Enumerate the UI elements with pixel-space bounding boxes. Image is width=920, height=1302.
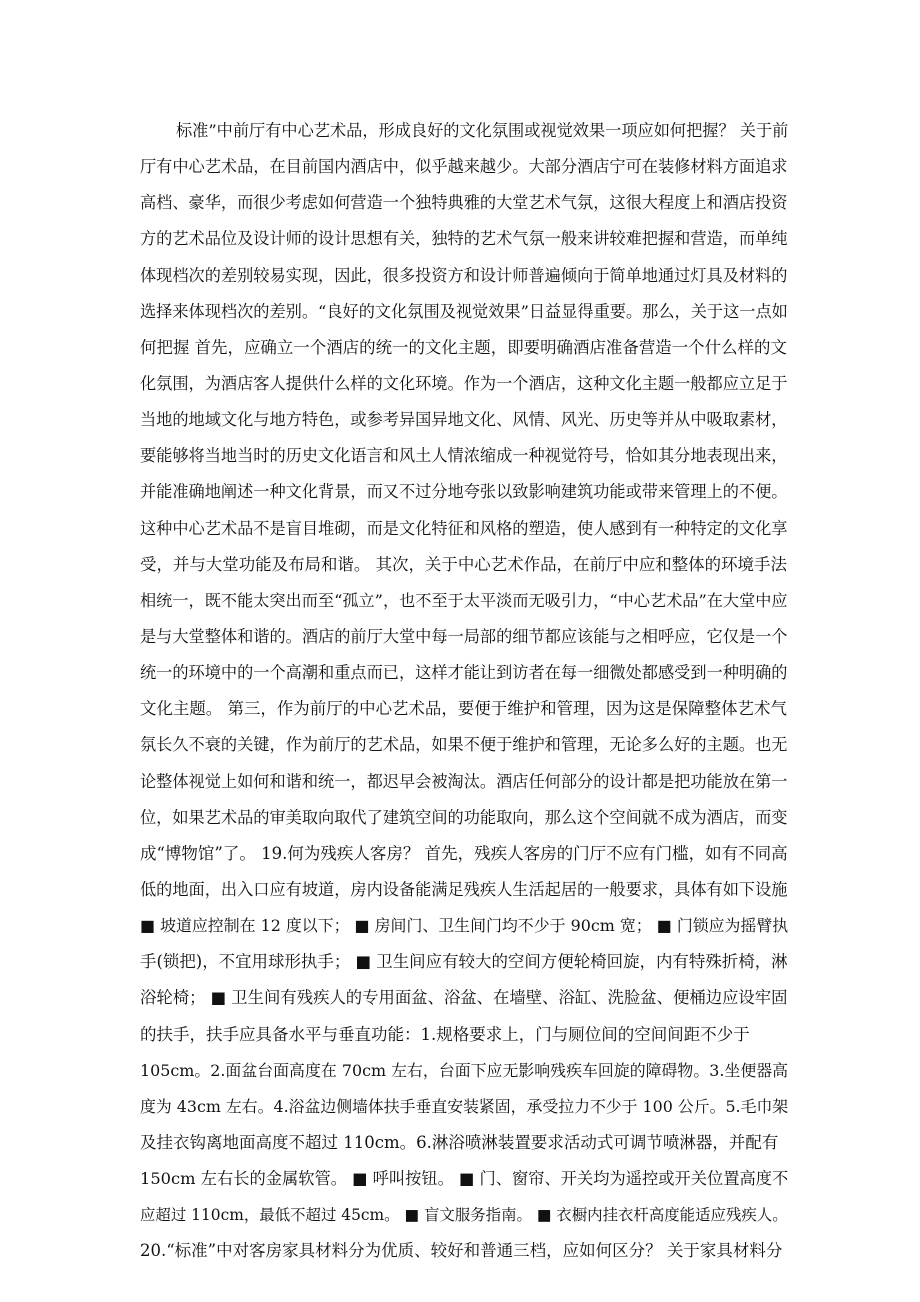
text-line: 位，如果艺术品的审美取向取代了建筑空间的功能取向，那么这个空间就不成为酒店，而变 bbox=[140, 807, 788, 827]
text-line: 要能够将当地当时的历史文化语言和风土人情浓缩成一种视觉符号，恰如其分地表现出来， bbox=[140, 446, 788, 466]
text-line: 的扶手，扶手应具备水平与垂直功能：1.规格要求上，门与厕位间的空间间距不少于 bbox=[140, 1024, 750, 1044]
text-line: 体现档次的差别较易实现，因此，很多投资方和设计师普遍倾向于简单地通过灯具及材料的 bbox=[140, 265, 788, 285]
text-line: 及挂衣钩离地面高度不超过 110cm。6.淋浴喷淋装置要求活动式可调节喷淋器，并配有 bbox=[140, 1132, 779, 1152]
text-line: 低的地面，出入口应有坡道，房内设备能满足残疾人生活起居的一般要求，具体有如下设施 bbox=[140, 879, 788, 899]
text-line: 是与大堂整体和谐的。酒店的前厅大堂中每一局部的细节都应该能与之相呼应，它仅是一个 bbox=[140, 626, 788, 646]
text-line: 相统一，既不能太突出而至“孤立”，也不至于太平淡而无吸引力，“中心艺术品”在大堂中应 bbox=[140, 590, 788, 610]
text-line: 这种中心艺术品不是盲目堆砌，而是文化特征和风格的塑造，使人感到有一种特定的文化享 bbox=[140, 518, 788, 538]
text-line: 应超过 110cm，最低不超过 45cm。 ■ 盲文服务指南。 ■ 衣橱内挂衣杆高度能适应残疾人。 bbox=[140, 1206, 788, 1225]
text-line: 化氛围，为酒店客人提供什么样的文化环境。作为一个酒店，这种文化主题一般都应立足于 bbox=[140, 373, 788, 393]
body-text bbox=[140, 113, 788, 1270]
text-line: 度为 43cm 左右。4.浴盆边侧墙体扶手垂直安装紧固，承受拉力不少于 100 公斤。5.毛巾架 bbox=[140, 1096, 789, 1116]
text-line: 高档、豪华，而很少考虑如何营造一个独特典雅的大堂艺术气氛，这很大程度上和酒店投资 bbox=[140, 193, 788, 213]
text-line: 何把握 首先，应确立一个酒店的统一的文化主题，即要明确酒店准备营造一个什么样的文 bbox=[140, 337, 787, 357]
text-line: 论整体视觉上如何和谐和统一，都迟早会被淘汰。酒店任何部分的设计都是把功能放在第一 bbox=[140, 771, 788, 791]
text-line: 成“博物馆”了。 19.何为残疾人客房？ 首先，残疾人客房的门厅不应有门槛，如有不同高 bbox=[140, 843, 788, 863]
text-line: 方的艺术品位及设计师的设计思想有关，独特的艺术气氛一般来讲较难把握和营造，而单纯 bbox=[140, 229, 788, 249]
text-line: 150cm 左右长的金属软管。 ■ 呼叫按钮。 ■ 门、窗帘、开关均为遥控或开关位置高度不 bbox=[140, 1169, 789, 1189]
text-line: 当地的地域文化与地方特色，或参考异国异地文化、风情、风光、历史等并从中吸取素材， bbox=[140, 410, 788, 430]
text-line: 105cm。2.面盆台面高度在 70cm 左右，台面下应无影响残疾车回旋的障碍物。3.坐便器高 bbox=[140, 1060, 789, 1080]
text-line: 厅有中心艺术品，在目前国内酒店中，似乎越来越少。大部分酒店宁可在装修材料方面追求 bbox=[140, 157, 788, 177]
text-line: 浴轮椅； ■ 卫生间有残疾人的专用面盆、浴盆、在墙壁、浴缸、洗脸盆、便桶边应设牢固 bbox=[140, 988, 788, 1008]
text-line: 文化主题。 第三，作为前厅的中心艺术品，要便于维护和管理，因为这是保障整体艺术气 bbox=[140, 699, 787, 719]
text-line: 受，并与大堂功能及布局和谐。 其次，关于中心艺术作品，在前厅中应和整体的环境手法 bbox=[140, 554, 787, 574]
text-line: 手(锁把)，不宜用球形执手； ■ 卫生间应有较大的空间方便轮椅回旋，内有特殊折椅，淋 bbox=[140, 952, 788, 972]
text-line: 并能准确地阐述一种文化背景，而又不过分地夸张以致影响建筑功能或带来管理上的不便。 bbox=[140, 482, 788, 502]
text-line: 20.“标准”中对客房家具材料分为优质、较好和普通三档，应如何区分？ 关于家具材料分 bbox=[140, 1241, 783, 1261]
text-line: 统一的环境中的一个高潮和重点而已，这样才能让到访者在每一细微处都感受到一种明确的 bbox=[140, 663, 788, 683]
text-line: 选择来体现档次的差别。“良好的文化氛围及视觉效果”日益显得重要。那么，关于这一点如 bbox=[140, 301, 788, 321]
text-line: ■ 坡道应控制在 12 度以下； ■ 房间门、卫生间门均不少于 90cm 宽； ■ 门锁应为摇臂执 bbox=[140, 916, 789, 936]
text-line: 标准”中前厅有中心艺术品，形成良好的文化氛围或视觉效果一项应如何把握？ 关于前 bbox=[176, 121, 789, 140]
text-line: 氛长久不衰的关键，作为前厅的艺术品，如果不便于维护和管理，无论多么好的主题。也无 bbox=[140, 735, 788, 755]
